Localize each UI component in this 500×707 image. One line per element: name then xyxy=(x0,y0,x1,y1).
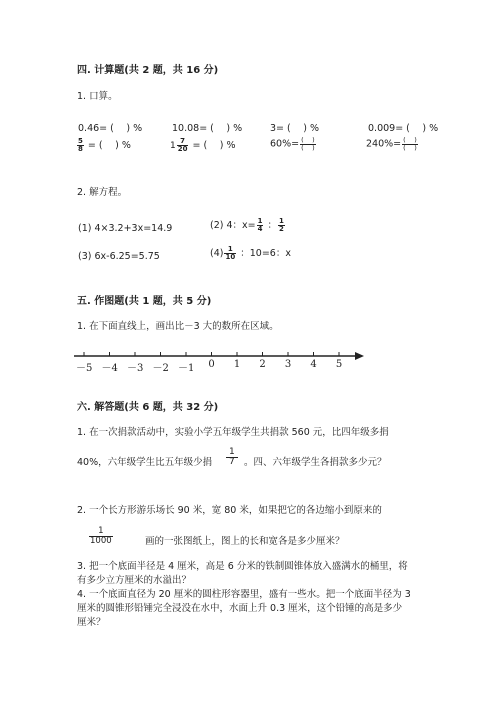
number-line-tick-label: －5 xyxy=(76,363,93,374)
q2-label: 2. 解方程。 xyxy=(77,187,128,198)
q6-1-fraction: $\frac{1}{7}$ xyxy=(225,448,239,467)
number-line-tick-label: －1 xyxy=(178,363,195,374)
q6-1-line2b: 。四、六年级学生各捐款多少元？ xyxy=(244,457,387,468)
number-line-tick-label: 2 xyxy=(259,359,266,370)
number-line-tick-label: －4 xyxy=(101,363,118,374)
q1-label: 1. 口算。 xyxy=(77,91,118,102)
q6-4-line1: 4. 一个底面直径为 20 厘米的圆柱形容器里，盛有一些水。把一个底面半径为 3 xyxy=(77,589,411,600)
q6-2-line2: 画的一张图纸上，图上的长和宽各是多少厘米？ xyxy=(145,536,345,547)
oral-calc-6: 1 $\frac{7}{20}$ = ( ) % xyxy=(170,137,236,153)
section-5-title: 五. 作图题(共 1 题，共 5 分) xyxy=(77,296,212,307)
number-line-tick-label: －3 xyxy=(127,363,144,374)
number-line-tick-label: 3 xyxy=(284,359,292,370)
q5-1-text: 1. 在下面直线上，画出比－3 大的数所在区域。 xyxy=(77,321,279,332)
q6-2-line1: 2. 一个长方形游乐场长 90 米，宽 80 米，如果把它的各边缩小到原来的 xyxy=(77,505,382,516)
q6-3-line1: 3. 把一个底面半径是 4 厘米，高是 6 分米的铁制圆锥体放入盛满水的桶里，将 xyxy=(77,561,408,572)
oral-calc-1: 0.46= ( ) % xyxy=(78,123,143,134)
q6-1-line1: 1. 在一次捐款活动中，实验小学五年级学生共捐款 560 元，比四年级多捐 xyxy=(77,427,389,438)
equation-4: (4) $\frac{1}{10}$ ：10=6：x xyxy=(210,245,291,261)
number-line-tick-label: 0 xyxy=(208,359,215,370)
equation-1: (1) 4×3.2+3x=14.9 xyxy=(78,223,173,234)
number-line-tick-label: 5 xyxy=(335,359,343,370)
q6-2-fraction: $\frac{1}{1000}$ xyxy=(90,526,112,546)
oral-calc-8: 240%= $\frac{( )}{( )}$ xyxy=(366,136,417,152)
oral-calc-2: 10.08= ( ) % xyxy=(172,123,243,134)
number-line-tick-label: 4 xyxy=(310,359,317,370)
number-line-arrow xyxy=(355,352,364,360)
equation-2: (2) 4：x= $\frac{1}{4}$ ： $\frac{1}{2}$ xyxy=(210,217,284,233)
oral-calc-5: $\frac{5}{8}$ = ( ) % xyxy=(78,137,131,153)
q6-1-line2a: 40%，六年级学生比五年级少捐 xyxy=(77,457,213,468)
q6-4-line2: 厘米的圆锥形铅锤完全浸没在水中，水面上升 0.3 厘米，这个铅锤的高是多少 xyxy=(77,603,403,614)
number-line-tick-label: －2 xyxy=(152,363,169,374)
equation-3: (3) 6x-6.25=5.75 xyxy=(78,251,160,262)
oral-calc-7: 60%= $\frac{( )}{( )}$ xyxy=(270,136,315,152)
section-4-title: 四. 计算题(共 2 题，共 16 分) xyxy=(77,65,219,76)
oral-calc-3: 3= ( ) % xyxy=(270,123,320,134)
oral-calc-4: 0.009= ( ) % xyxy=(368,123,439,134)
section-6-title: 六. 解答题(共 6 题，共 32 分) xyxy=(77,402,219,413)
q6-3-line2: 有多少立方厘米的水溢出？ xyxy=(77,575,192,586)
q6-4-line3: 厘米？ xyxy=(77,617,106,628)
number-line-tick-label: 1 xyxy=(233,359,241,370)
